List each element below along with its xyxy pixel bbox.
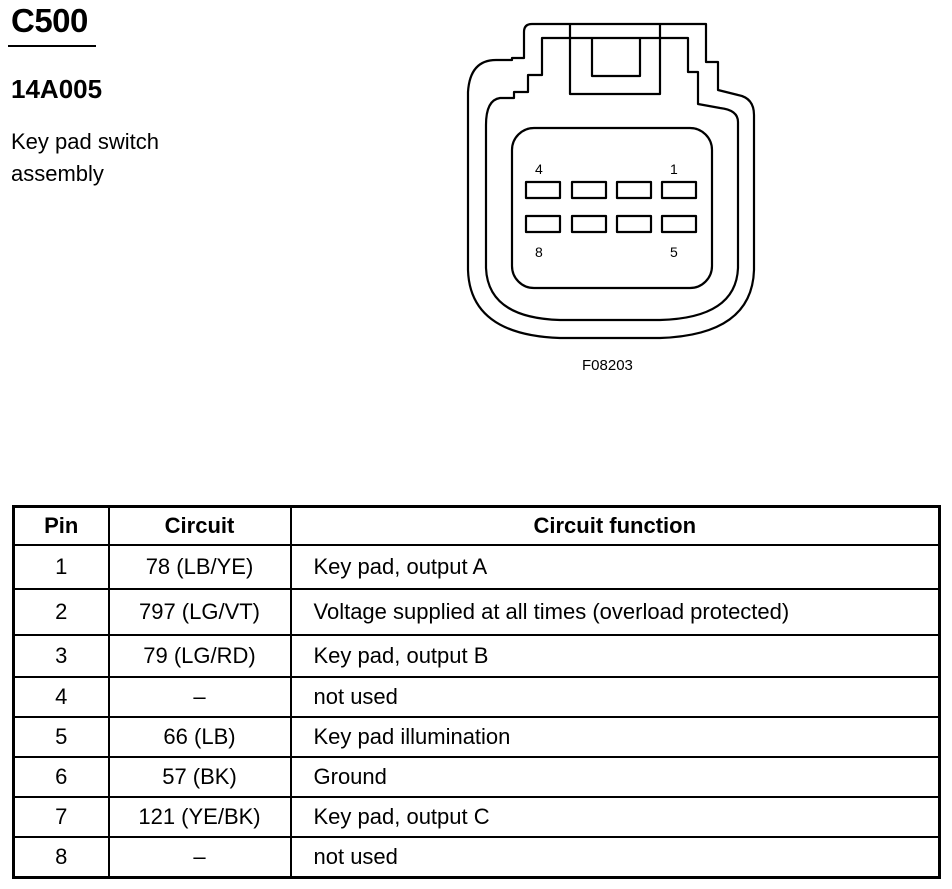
- table-row: [14, 797, 940, 837]
- connector-face-diagram: [460, 12, 760, 342]
- circuit-cell: 78 (LB/YE): [109, 545, 291, 589]
- table-row: [14, 717, 940, 757]
- terminal-slot: [662, 216, 696, 232]
- function-cell: Key pad, output B: [291, 635, 940, 677]
- circuit-cell: –: [109, 677, 291, 717]
- terminal-slot: [526, 216, 560, 232]
- column-header-function: Circuit function: [291, 507, 940, 546]
- connector-latch-slot: [592, 38, 640, 76]
- table-row: [14, 589, 940, 635]
- connector-id: C500: [11, 2, 88, 39]
- pin-cell: 4: [14, 677, 109, 717]
- pin-cell: 7: [14, 797, 109, 837]
- function-cell: Voltage supplied at all times (overload protected): [291, 589, 940, 635]
- connector-inner-band: [486, 38, 738, 320]
- function-cell: Key pad, output A: [291, 545, 940, 589]
- circuit-cell: 79 (LG/RD): [109, 635, 291, 677]
- table-header-row: [14, 507, 940, 546]
- terminal-slot: [572, 182, 606, 198]
- pin-label-8: 8: [535, 244, 543, 260]
- pin-cell: 6: [14, 757, 109, 797]
- pin-cell: 2: [14, 589, 109, 635]
- circuit-cell: 797 (LG/VT): [109, 589, 291, 635]
- circuit-cell: 57 (BK): [109, 757, 291, 797]
- connector-id-underline: [8, 45, 96, 47]
- pin-cell: 3: [14, 635, 109, 677]
- table-row: [14, 677, 940, 717]
- pin-cell: 1: [14, 545, 109, 589]
- terminal-slot: [617, 216, 651, 232]
- terminal-slot: [617, 182, 651, 198]
- pin-label-4: 4: [535, 161, 543, 177]
- column-header-pin: Pin: [14, 507, 109, 546]
- table-row: [14, 757, 940, 797]
- table-row: [14, 545, 940, 589]
- function-cell: Ground: [291, 757, 940, 797]
- circuit-cell: 66 (LB): [109, 717, 291, 757]
- column-header-circuit: Circuit: [109, 507, 291, 546]
- terminal-slot: [662, 182, 696, 198]
- pin-cell: 8: [14, 837, 109, 878]
- pin-label-5: 5: [670, 244, 678, 260]
- pin-cell: 5: [14, 717, 109, 757]
- circuit-cell: 121 (YE/BK): [109, 797, 291, 837]
- table-row: [14, 837, 940, 878]
- function-cell: Key pad, output C: [291, 797, 940, 837]
- terminal-slot: [572, 216, 606, 232]
- figure-id: F08203: [582, 357, 633, 374]
- connector-latch: [570, 24, 660, 94]
- circuit-cell: –: [109, 837, 291, 878]
- function-cell: not used: [291, 837, 940, 878]
- table-row: [14, 635, 940, 677]
- part-number: 14A005: [11, 74, 103, 104]
- terminal-slot: [526, 182, 560, 198]
- function-cell: not used: [291, 677, 940, 717]
- terminal-cavity: [512, 128, 712, 288]
- component-description: Key pad switch assembly: [11, 129, 159, 186]
- pinout-table: [12, 505, 941, 879]
- pin-label-1: 1: [670, 161, 678, 177]
- function-cell: Key pad illumination: [291, 717, 940, 757]
